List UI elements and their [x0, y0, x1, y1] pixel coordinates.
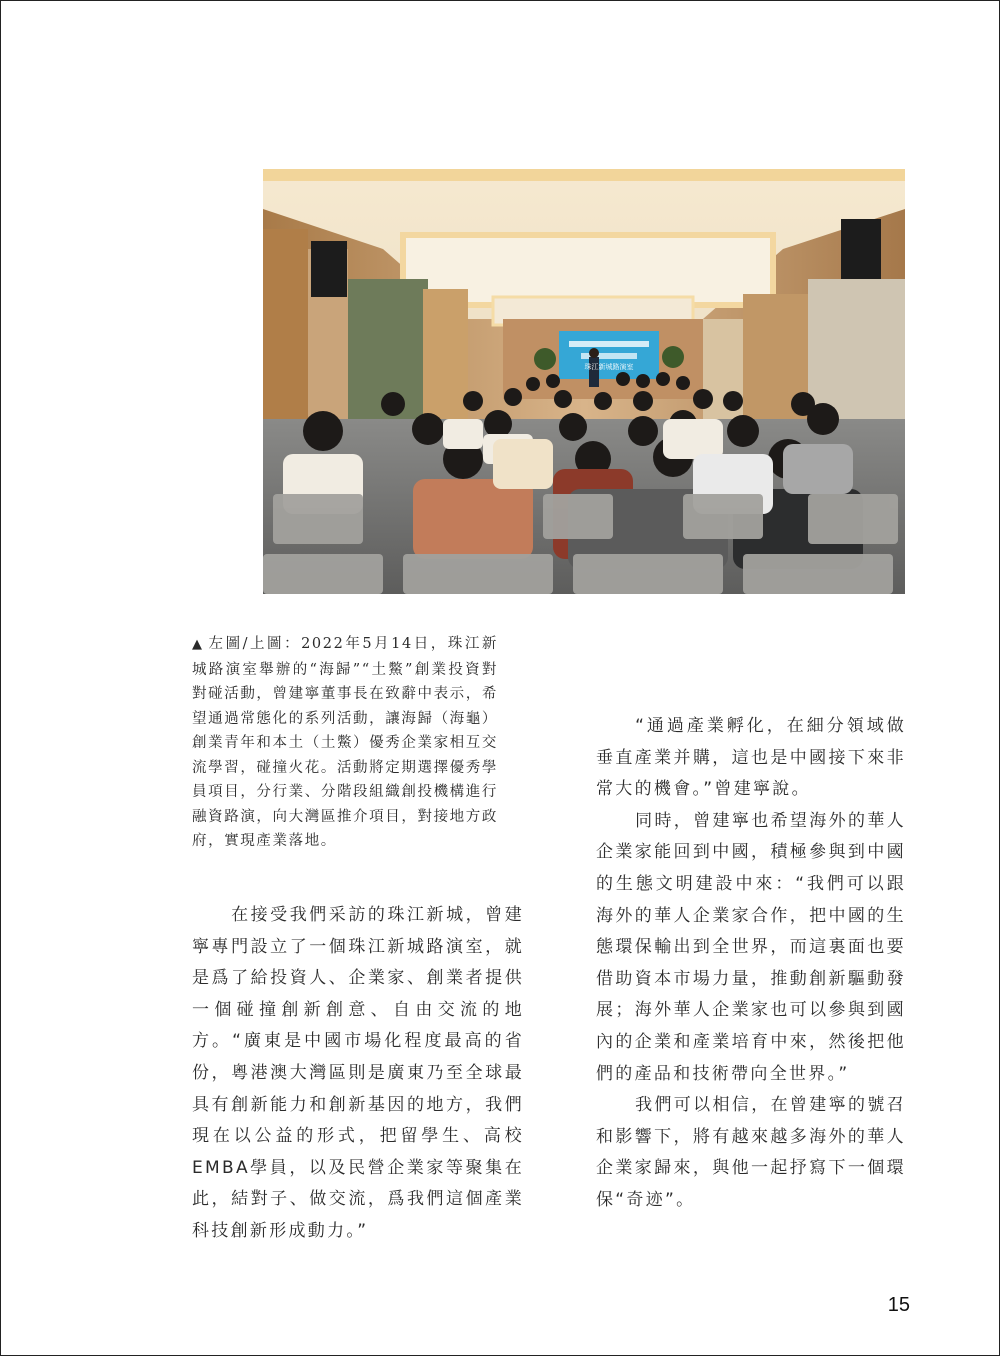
screen-label: 珠江新城路演室 — [584, 363, 634, 371]
caption-text: 左圖/上圖：2022年5月14日，珠江新城路演室舉辦的“海歸”“土鱉”創業投資對對碰活動，曾建寧董事長在致辭中表示，希望通過常態化的系列活動，讓海歸（海龜）創業青年和本土（土鱉）優秀企業家相互交流學習，碰撞火花。活動將定期選擇優秀學員項目，分行業、分階段組織創投機構進行融資路演，向大灣區推介項目，對接地方政府，實現產業落地。 — [192, 636, 498, 849]
photo-caption — [192, 632, 498, 854]
right-column — [596, 711, 906, 1217]
right-paragraph-3: 我們可以相信，在曾建寧的號召和影響下，將有越來越多海外的華人企業家歸來，與他一起抒寫下一個環保“奇迹”。 — [596, 1095, 906, 1210]
left-column — [192, 900, 524, 1248]
event-photo — [263, 169, 905, 594]
right-paragraph-2: 同時，曾建寧也希望海外的華人企業家能回到中國，積極參與到中國的生態文明建設中來：“我們可以跟海外的華人企業家合作，把中國的生態環保輸出到全世界，而這裏面也要借助資本市場力量，推動創新驅動發展；海外華人企業家也可以參與到國內的企業和產業培育中來，然後把他們的產品和技術帶向全世界。” — [596, 810, 906, 1084]
right-paragraph-1: “通過產業孵化，在細分領域做垂直產業并購，這也是中國接下來非常大的機會。”曾建寧說。 — [596, 716, 906, 800]
page-number: 15 — [887, 1294, 910, 1316]
left-paragraph-1: 在接受我們采訪的珠江新城，曾建寧專門設立了一個珠江新城路演室，就是爲了給投資人、企業家、創業者提供一個碰撞創新創意、自由交流的地方。“廣東是中國市場化程度最高的省份，粵港澳大灣區則是廣東乃至全球最具有創新能力和創新基因的地方，我們現在以公益的形式，把留學生、高校EMBA學員，以及民營企業家等聚集在此，結對子、做交流，爲我們這個產業科技創新形成動力。” — [192, 905, 524, 1241]
triangle-marker-icon: ▲ — [192, 637, 205, 652]
